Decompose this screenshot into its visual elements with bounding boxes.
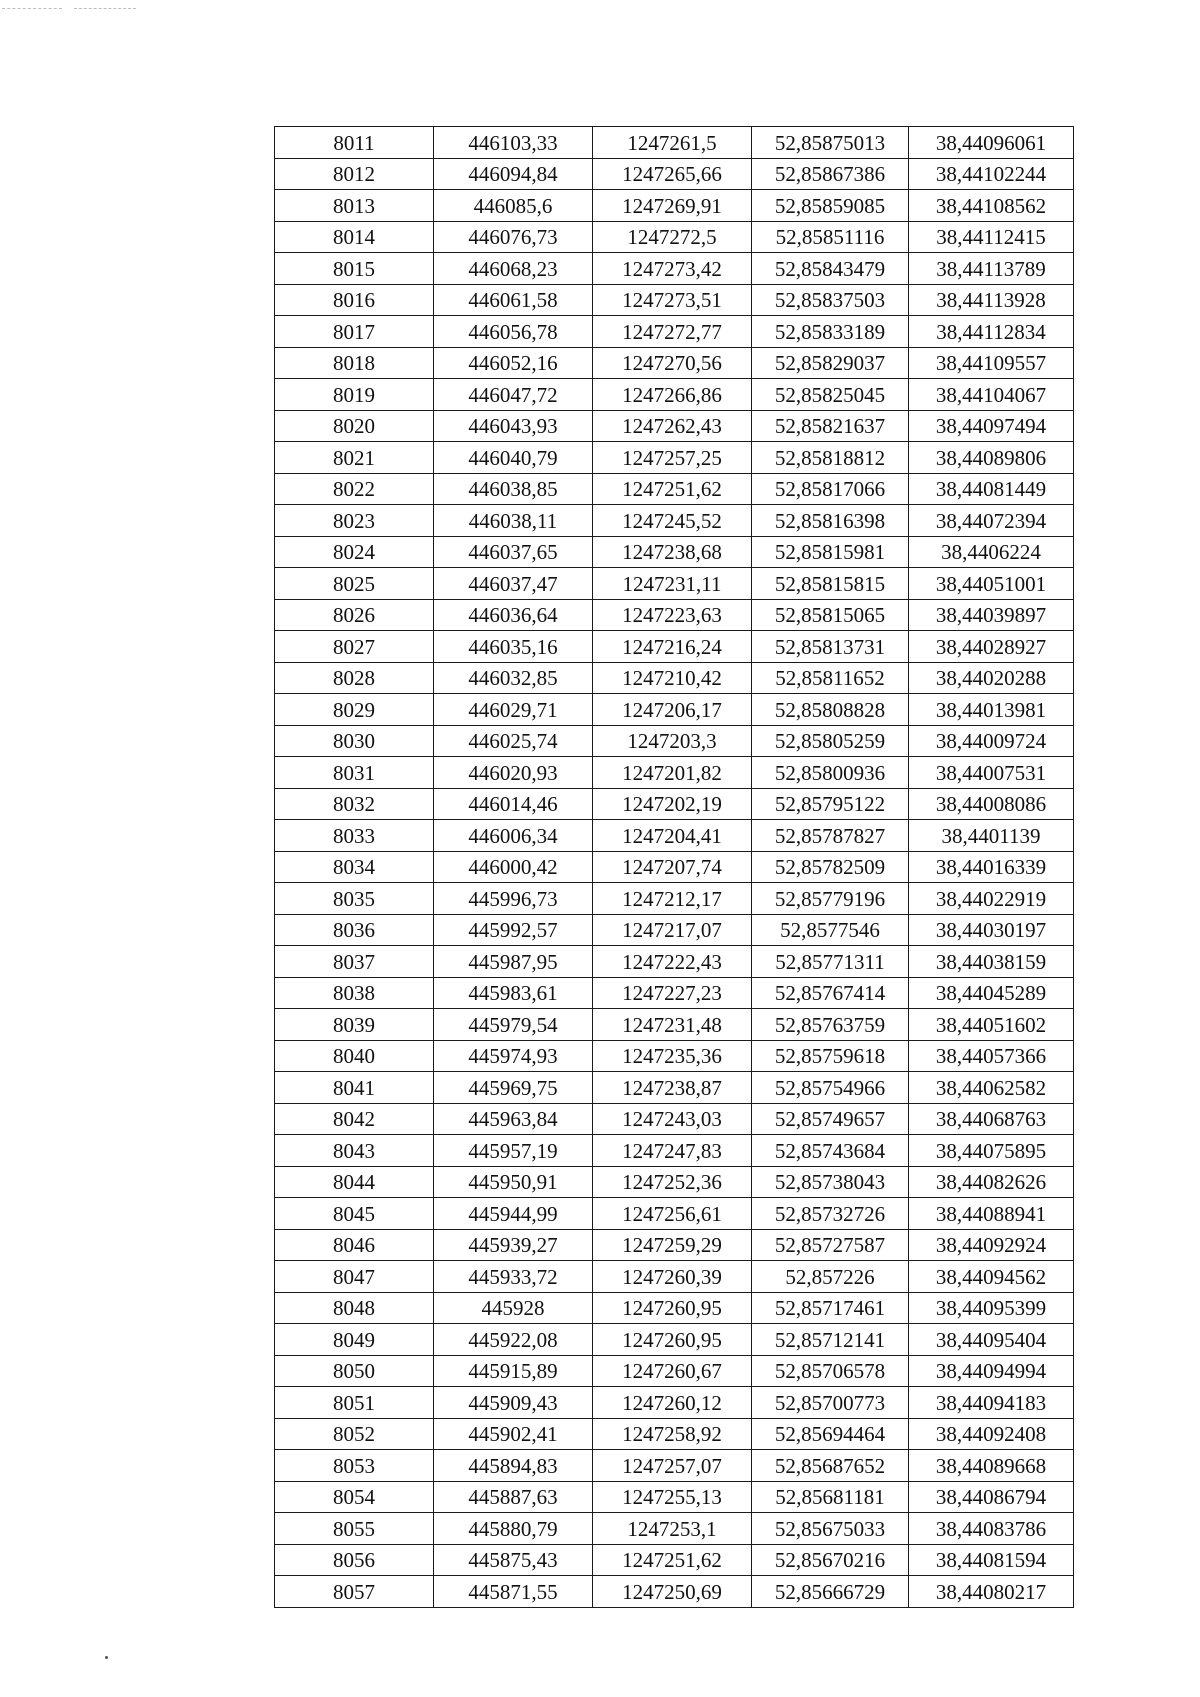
table-row <box>275 158 1074 190</box>
point-number-cell: 8050 <box>275 1355 434 1387</box>
table-row <box>275 631 1074 663</box>
latitude-cell: 52,85875013 <box>752 127 909 159</box>
latitude-cell: 52,85821637 <box>752 410 909 442</box>
y-coordinate-cell: 1247238,68 <box>593 536 752 568</box>
longitude-cell: 38,44095404 <box>909 1324 1074 1356</box>
y-coordinate-cell: 1247222,43 <box>593 946 752 978</box>
latitude-cell: 52,85706578 <box>752 1355 909 1387</box>
longitude-cell: 38,44081594 <box>909 1544 1074 1576</box>
latitude-cell: 52,85681181 <box>752 1481 909 1513</box>
x-coordinate-cell: 446025,74 <box>434 725 593 757</box>
y-coordinate-cell: 1247260,12 <box>593 1387 752 1419</box>
latitude-cell: 52,85805259 <box>752 725 909 757</box>
y-coordinate-cell: 1247272,77 <box>593 316 752 348</box>
x-coordinate-cell: 445939,27 <box>434 1229 593 1261</box>
point-number-cell: 8056 <box>275 1544 434 1576</box>
y-coordinate-cell: 1247273,51 <box>593 284 752 316</box>
table-row <box>275 1198 1074 1230</box>
point-number-cell: 8029 <box>275 694 434 726</box>
point-number-cell: 8039 <box>275 1009 434 1041</box>
latitude-cell: 52,85670216 <box>752 1544 909 1576</box>
latitude-cell: 52,85811652 <box>752 662 909 694</box>
table-row <box>275 1072 1074 1104</box>
latitude-cell: 52,85763759 <box>752 1009 909 1041</box>
table-row <box>275 883 1074 915</box>
table-row <box>275 316 1074 348</box>
longitude-cell: 38,44094562 <box>909 1261 1074 1293</box>
y-coordinate-cell: 1247227,23 <box>593 977 752 1009</box>
y-coordinate-cell: 1247210,42 <box>593 662 752 694</box>
latitude-cell: 52,85727587 <box>752 1229 909 1261</box>
point-number-cell: 8044 <box>275 1166 434 1198</box>
y-coordinate-cell: 1247212,17 <box>593 883 752 915</box>
x-coordinate-cell: 446000,42 <box>434 851 593 883</box>
latitude-cell: 52,85815981 <box>752 536 909 568</box>
latitude-cell: 52,85771311 <box>752 946 909 978</box>
table-row <box>275 1576 1074 1608</box>
longitude-cell: 38,44062582 <box>909 1072 1074 1104</box>
x-coordinate-cell: 445880,79 <box>434 1513 593 1545</box>
point-number-cell: 8022 <box>275 473 434 505</box>
latitude-cell: 52,85859085 <box>752 190 909 222</box>
x-coordinate-cell: 446032,85 <box>434 662 593 694</box>
x-coordinate-cell: 445894,83 <box>434 1450 593 1482</box>
point-number-cell: 8045 <box>275 1198 434 1230</box>
point-number-cell: 8016 <box>275 284 434 316</box>
longitude-cell: 38,44088941 <box>909 1198 1074 1230</box>
longitude-cell: 38,44045289 <box>909 977 1074 1009</box>
y-coordinate-cell: 1247270,56 <box>593 347 752 379</box>
x-coordinate-cell: 446056,78 <box>434 316 593 348</box>
point-number-cell: 8015 <box>275 253 434 285</box>
point-number-cell: 8043 <box>275 1135 434 1167</box>
y-coordinate-cell: 1247262,43 <box>593 410 752 442</box>
table-row <box>275 1387 1074 1419</box>
point-number-cell: 8018 <box>275 347 434 379</box>
latitude-cell: 52,85712141 <box>752 1324 909 1356</box>
x-coordinate-cell: 446037,47 <box>434 568 593 600</box>
point-number-cell: 8042 <box>275 1103 434 1135</box>
point-number-cell: 8017 <box>275 316 434 348</box>
point-number-cell: 8037 <box>275 946 434 978</box>
longitude-cell: 38,44051602 <box>909 1009 1074 1041</box>
table-row <box>275 1292 1074 1324</box>
y-coordinate-cell: 1247202,19 <box>593 788 752 820</box>
x-coordinate-cell: 446020,93 <box>434 757 593 789</box>
table-row <box>275 1355 1074 1387</box>
point-number-cell: 8020 <box>275 410 434 442</box>
longitude-cell: 38,44096061 <box>909 127 1074 159</box>
table-row <box>275 977 1074 1009</box>
point-number-cell: 8041 <box>275 1072 434 1104</box>
latitude-cell: 52,85833189 <box>752 316 909 348</box>
x-coordinate-cell: 446006,34 <box>434 820 593 852</box>
y-coordinate-cell: 1247203,3 <box>593 725 752 757</box>
latitude-cell: 52,85800936 <box>752 757 909 789</box>
x-coordinate-cell: 445957,19 <box>434 1135 593 1167</box>
latitude-cell: 52,85749657 <box>752 1103 909 1135</box>
y-coordinate-cell: 1247250,69 <box>593 1576 752 1608</box>
latitude-cell: 52,85817066 <box>752 473 909 505</box>
longitude-cell: 38,44028927 <box>909 631 1074 663</box>
longitude-cell: 38,44039897 <box>909 599 1074 631</box>
longitude-cell: 38,44030197 <box>909 914 1074 946</box>
latitude-cell: 52,85843479 <box>752 253 909 285</box>
point-number-cell: 8054 <box>275 1481 434 1513</box>
table-row <box>275 1135 1074 1167</box>
y-coordinate-cell: 1247223,63 <box>593 599 752 631</box>
longitude-cell: 38,44104067 <box>909 379 1074 411</box>
y-coordinate-cell: 1247257,25 <box>593 442 752 474</box>
x-coordinate-cell: 445983,61 <box>434 977 593 1009</box>
y-coordinate-cell: 1247269,91 <box>593 190 752 222</box>
point-number-cell: 8012 <box>275 158 434 190</box>
latitude-cell: 52,85808828 <box>752 694 909 726</box>
table-row <box>275 190 1074 222</box>
table-row <box>275 1166 1074 1198</box>
point-number-cell: 8011 <box>275 127 434 159</box>
y-coordinate-cell: 1247245,52 <box>593 505 752 537</box>
y-coordinate-cell: 1247251,62 <box>593 1544 752 1576</box>
table-row <box>275 946 1074 978</box>
x-coordinate-cell: 446014,46 <box>434 788 593 820</box>
x-coordinate-cell: 445915,89 <box>434 1355 593 1387</box>
scan-artifact-mark <box>74 8 136 9</box>
y-coordinate-cell: 1247231,11 <box>593 568 752 600</box>
longitude-cell: 38,44097494 <box>909 410 1074 442</box>
table-row <box>275 1481 1074 1513</box>
longitude-cell: 38,44051001 <box>909 568 1074 600</box>
x-coordinate-cell: 446037,65 <box>434 536 593 568</box>
point-number-cell: 8051 <box>275 1387 434 1419</box>
point-number-cell: 8014 <box>275 221 434 253</box>
x-coordinate-cell: 445996,73 <box>434 883 593 915</box>
latitude-cell: 52,85816398 <box>752 505 909 537</box>
point-number-cell: 8026 <box>275 599 434 631</box>
y-coordinate-cell: 1247206,17 <box>593 694 752 726</box>
point-number-cell: 8024 <box>275 536 434 568</box>
table-row <box>275 1103 1074 1135</box>
point-number-cell: 8031 <box>275 757 434 789</box>
y-coordinate-cell: 1247238,87 <box>593 1072 752 1104</box>
longitude-cell: 38,44095399 <box>909 1292 1074 1324</box>
y-coordinate-cell: 1247256,61 <box>593 1198 752 1230</box>
y-coordinate-cell: 1247259,29 <box>593 1229 752 1261</box>
table-row <box>275 536 1074 568</box>
x-coordinate-cell: 446094,84 <box>434 158 593 190</box>
x-coordinate-cell: 446043,93 <box>434 410 593 442</box>
x-coordinate-cell: 445875,43 <box>434 1544 593 1576</box>
y-coordinate-cell: 1247266,86 <box>593 379 752 411</box>
y-coordinate-cell: 1247207,74 <box>593 851 752 883</box>
table-row <box>275 1418 1074 1450</box>
longitude-cell: 38,4406224 <box>909 536 1074 568</box>
latitude-cell: 52,857226 <box>752 1261 909 1293</box>
y-coordinate-cell: 1247216,24 <box>593 631 752 663</box>
table-row <box>275 410 1074 442</box>
y-coordinate-cell: 1247204,41 <box>593 820 752 852</box>
y-coordinate-cell: 1247253,1 <box>593 1513 752 1545</box>
x-coordinate-cell: 445928 <box>434 1292 593 1324</box>
table-row <box>275 694 1074 726</box>
y-coordinate-cell: 1247251,62 <box>593 473 752 505</box>
x-coordinate-cell: 445944,99 <box>434 1198 593 1230</box>
y-coordinate-cell: 1247265,66 <box>593 158 752 190</box>
table-row <box>275 1261 1074 1293</box>
latitude-cell: 52,85779196 <box>752 883 909 915</box>
longitude-cell: 38,44108562 <box>909 190 1074 222</box>
latitude-cell: 52,85795122 <box>752 788 909 820</box>
longitude-cell: 38,44112834 <box>909 316 1074 348</box>
table-row <box>275 1450 1074 1482</box>
x-coordinate-cell: 446035,16 <box>434 631 593 663</box>
longitude-cell: 38,44083786 <box>909 1513 1074 1545</box>
point-number-cell: 8035 <box>275 883 434 915</box>
coordinates-table <box>274 126 1074 1608</box>
longitude-cell: 38,44013981 <box>909 694 1074 726</box>
x-coordinate-cell: 446052,16 <box>434 347 593 379</box>
point-number-cell: 8027 <box>275 631 434 663</box>
x-coordinate-cell: 445909,43 <box>434 1387 593 1419</box>
y-coordinate-cell: 1247273,42 <box>593 253 752 285</box>
table-row <box>275 442 1074 474</box>
y-coordinate-cell: 1247260,95 <box>593 1324 752 1356</box>
point-number-cell: 8034 <box>275 851 434 883</box>
table-row <box>275 914 1074 946</box>
point-number-cell: 8025 <box>275 568 434 600</box>
latitude-cell: 52,85666729 <box>752 1576 909 1608</box>
x-coordinate-cell: 445992,57 <box>434 914 593 946</box>
point-number-cell: 8013 <box>275 190 434 222</box>
x-coordinate-cell: 446085,6 <box>434 190 593 222</box>
point-number-cell: 8046 <box>275 1229 434 1261</box>
latitude-cell: 52,85754966 <box>752 1072 909 1104</box>
longitude-cell: 38,44082626 <box>909 1166 1074 1198</box>
latitude-cell: 52,85743684 <box>752 1135 909 1167</box>
scan-artifact-mark <box>2 8 62 9</box>
point-number-cell: 8040 <box>275 1040 434 1072</box>
x-coordinate-cell: 445979,54 <box>434 1009 593 1041</box>
y-coordinate-cell: 1247261,5 <box>593 127 752 159</box>
point-number-cell: 8036 <box>275 914 434 946</box>
latitude-cell: 52,85732726 <box>752 1198 909 1230</box>
x-coordinate-cell: 445974,93 <box>434 1040 593 1072</box>
table-row <box>275 1009 1074 1041</box>
latitude-cell: 52,85694464 <box>752 1418 909 1450</box>
longitude-cell: 38,44057366 <box>909 1040 1074 1072</box>
latitude-cell: 52,85767414 <box>752 977 909 1009</box>
longitude-cell: 38,44008086 <box>909 788 1074 820</box>
point-number-cell: 8021 <box>275 442 434 474</box>
x-coordinate-cell: 445987,95 <box>434 946 593 978</box>
x-coordinate-cell: 446047,72 <box>434 379 593 411</box>
point-number-cell: 8048 <box>275 1292 434 1324</box>
table-row <box>275 1513 1074 1545</box>
longitude-cell: 38,44020288 <box>909 662 1074 694</box>
point-number-cell: 8053 <box>275 1450 434 1482</box>
longitude-cell: 38,44068763 <box>909 1103 1074 1135</box>
longitude-cell: 38,44102244 <box>909 158 1074 190</box>
y-coordinate-cell: 1247243,03 <box>593 1103 752 1135</box>
y-coordinate-cell: 1247258,92 <box>593 1418 752 1450</box>
y-coordinate-cell: 1247260,67 <box>593 1355 752 1387</box>
latitude-cell: 52,8577546 <box>752 914 909 946</box>
latitude-cell: 52,85825045 <box>752 379 909 411</box>
point-number-cell: 8023 <box>275 505 434 537</box>
y-coordinate-cell: 1247272,5 <box>593 221 752 253</box>
x-coordinate-cell: 445950,91 <box>434 1166 593 1198</box>
latitude-cell: 52,85717461 <box>752 1292 909 1324</box>
x-coordinate-cell: 445922,08 <box>434 1324 593 1356</box>
table-row <box>275 379 1074 411</box>
table-row <box>275 1229 1074 1261</box>
latitude-cell: 52,85782509 <box>752 851 909 883</box>
latitude-cell: 52,85700773 <box>752 1387 909 1419</box>
longitude-cell: 38,44109557 <box>909 347 1074 379</box>
latitude-cell: 52,85687652 <box>752 1450 909 1482</box>
x-coordinate-cell: 446029,71 <box>434 694 593 726</box>
latitude-cell: 52,85675033 <box>752 1513 909 1545</box>
longitude-cell: 38,44092408 <box>909 1418 1074 1450</box>
longitude-cell: 38,44086794 <box>909 1481 1074 1513</box>
longitude-cell: 38,44112415 <box>909 221 1074 253</box>
longitude-cell: 38,44113928 <box>909 284 1074 316</box>
longitude-cell: 38,44022919 <box>909 883 1074 915</box>
longitude-cell: 38,44089806 <box>909 442 1074 474</box>
y-coordinate-cell: 1247217,07 <box>593 914 752 946</box>
latitude-cell: 52,85829037 <box>752 347 909 379</box>
x-coordinate-cell: 445902,41 <box>434 1418 593 1450</box>
table-row <box>275 347 1074 379</box>
longitude-cell: 38,44016339 <box>909 851 1074 883</box>
table-row <box>275 127 1074 159</box>
x-coordinate-cell: 446038,85 <box>434 473 593 505</box>
y-coordinate-cell: 1247252,36 <box>593 1166 752 1198</box>
x-coordinate-cell: 446040,79 <box>434 442 593 474</box>
x-coordinate-cell: 446068,23 <box>434 253 593 285</box>
table-row <box>275 820 1074 852</box>
longitude-cell: 38,44081449 <box>909 473 1074 505</box>
point-number-cell: 8049 <box>275 1324 434 1356</box>
table-row <box>275 725 1074 757</box>
latitude-cell: 52,85851116 <box>752 221 909 253</box>
point-number-cell: 8047 <box>275 1261 434 1293</box>
point-number-cell: 8052 <box>275 1418 434 1450</box>
latitude-cell: 52,85867386 <box>752 158 909 190</box>
point-number-cell: 8028 <box>275 662 434 694</box>
table-row <box>275 1324 1074 1356</box>
table-row <box>275 253 1074 285</box>
latitude-cell: 52,85837503 <box>752 284 909 316</box>
longitude-cell: 38,44009724 <box>909 725 1074 757</box>
latitude-cell: 52,85787827 <box>752 820 909 852</box>
x-coordinate-cell: 446076,73 <box>434 221 593 253</box>
longitude-cell: 38,44038159 <box>909 946 1074 978</box>
latitude-cell: 52,85818812 <box>752 442 909 474</box>
point-number-cell: 8019 <box>275 379 434 411</box>
x-coordinate-cell: 445933,72 <box>434 1261 593 1293</box>
y-coordinate-cell: 1247201,82 <box>593 757 752 789</box>
table-row <box>275 757 1074 789</box>
x-coordinate-cell: 446038,11 <box>434 505 593 537</box>
table-row <box>275 851 1074 883</box>
y-coordinate-cell: 1247247,83 <box>593 1135 752 1167</box>
table-row <box>275 505 1074 537</box>
table-row <box>275 1040 1074 1072</box>
table-row <box>275 221 1074 253</box>
table-row <box>275 662 1074 694</box>
longitude-cell: 38,44075895 <box>909 1135 1074 1167</box>
longitude-cell: 38,44089668 <box>909 1450 1074 1482</box>
longitude-cell: 38,44092924 <box>909 1229 1074 1261</box>
table-row <box>275 599 1074 631</box>
point-number-cell: 8033 <box>275 820 434 852</box>
point-number-cell: 8030 <box>275 725 434 757</box>
longitude-cell: 38,4401139 <box>909 820 1074 852</box>
point-number-cell: 8055 <box>275 1513 434 1545</box>
x-coordinate-cell: 446103,33 <box>434 127 593 159</box>
latitude-cell: 52,85815815 <box>752 568 909 600</box>
x-coordinate-cell: 445963,84 <box>434 1103 593 1135</box>
point-number-cell: 8032 <box>275 788 434 820</box>
point-number-cell: 8057 <box>275 1576 434 1608</box>
longitude-cell: 38,44072394 <box>909 505 1074 537</box>
x-coordinate-cell: 446036,64 <box>434 599 593 631</box>
longitude-cell: 38,44094183 <box>909 1387 1074 1419</box>
latitude-cell: 52,85738043 <box>752 1166 909 1198</box>
longitude-cell: 38,44094994 <box>909 1355 1074 1387</box>
y-coordinate-cell: 1247235,36 <box>593 1040 752 1072</box>
latitude-cell: 52,85759618 <box>752 1040 909 1072</box>
y-coordinate-cell: 1247255,13 <box>593 1481 752 1513</box>
longitude-cell: 38,44113789 <box>909 253 1074 285</box>
coordinates-table-body <box>275 127 1074 1608</box>
x-coordinate-cell: 445871,55 <box>434 1576 593 1608</box>
x-coordinate-cell: 446061,58 <box>434 284 593 316</box>
x-coordinate-cell: 445887,63 <box>434 1481 593 1513</box>
latitude-cell: 52,85813731 <box>752 631 909 663</box>
x-coordinate-cell: 445969,75 <box>434 1072 593 1104</box>
latitude-cell: 52,85815065 <box>752 599 909 631</box>
table-row <box>275 284 1074 316</box>
point-number-cell: 8038 <box>275 977 434 1009</box>
y-coordinate-cell: 1247231,48 <box>593 1009 752 1041</box>
y-coordinate-cell: 1247260,95 <box>593 1292 752 1324</box>
scan-speck <box>105 1656 108 1659</box>
longitude-cell: 38,44080217 <box>909 1576 1074 1608</box>
table-row <box>275 568 1074 600</box>
y-coordinate-cell: 1247257,07 <box>593 1450 752 1482</box>
longitude-cell: 38,44007531 <box>909 757 1074 789</box>
y-coordinate-cell: 1247260,39 <box>593 1261 752 1293</box>
table-row <box>275 1544 1074 1576</box>
table-row <box>275 473 1074 505</box>
table-row <box>275 788 1074 820</box>
